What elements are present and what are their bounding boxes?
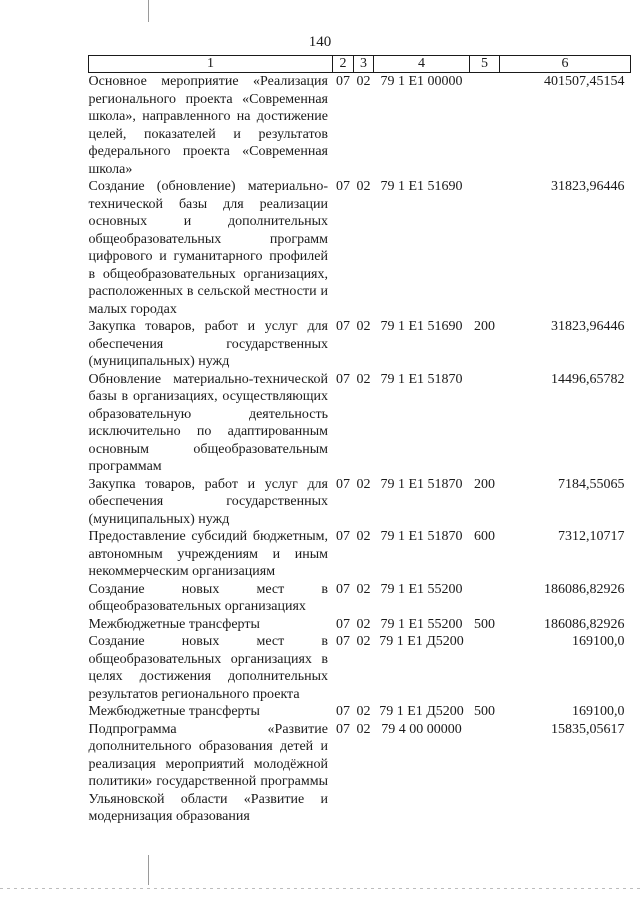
- row-name: Закупка товаров, работ и услуг для обеспечения государственных (муниципальных) нужд: [88, 319, 328, 369]
- table-row: [89, 178, 631, 318]
- table-row: [89, 318, 631, 371]
- row-section: 07: [336, 319, 350, 334]
- row-name: Создание новых мест в общеобразовательных организациях в целях достижения дополнительных результатов регионального проекта: [88, 634, 328, 702]
- row-subsection: 02: [356, 721, 371, 737]
- row-target-article: 79 1 E1 51870: [380, 371, 463, 387]
- row-amount: 169100,0: [572, 704, 625, 719]
- table-row: [89, 616, 631, 634]
- row-amount: 31823,96446: [551, 179, 625, 194]
- row-name: Закупка товаров, работ и услуг для обеспечения государственных (муниципальных) нужд: [88, 476, 328, 527]
- table-row: [89, 721, 631, 826]
- row-target-article: 79 1 E1 Д5200: [379, 634, 464, 649]
- row-target-article: 79 1 E1 55200: [380, 581, 463, 597]
- row-subsection: 02: [356, 704, 371, 719]
- row-subsection: 02: [356, 179, 371, 194]
- row-section: 07: [336, 721, 350, 737]
- row-amount: 169100,0: [572, 634, 625, 649]
- row-target-article: 79 1 E1 51690: [380, 319, 463, 334]
- row-expense-type: 500: [474, 616, 495, 632]
- scan-mark: [148, 855, 149, 885]
- row-amount: 15835,05617: [551, 721, 625, 737]
- header-col-amount: 6: [500, 56, 631, 73]
- budget-table: [88, 55, 631, 826]
- row-target-article: 79 4 00 00000: [381, 721, 462, 737]
- row-section: 07: [336, 616, 350, 632]
- row-target-article: 79 1 E1 51870: [380, 476, 463, 492]
- row-expense-type: [470, 581, 500, 616]
- row-name: Обновление материально-технической базы в организациях, осуществляющих образовательную деятельность исключительно по адаптированным основным общеобразовательным программам: [88, 371, 328, 474]
- row-name: Предоставление субсидий бюджетным, автономным учреждениям и иным некоммерческим организациям: [88, 529, 328, 579]
- row-name: Основное мероприятие «Реализация регионального проекта «Современная школа», направленного на достижение целей, показателей и результатов федерального проекта «Современная школа»: [88, 74, 328, 177]
- table-body: [89, 73, 631, 826]
- row-name: Подпрограмма «Развитие дополнительного образования детей и реализация мероприятий молодёжной политики» государственной программы Ульяновской области «Развитие и модернизация образования: [88, 721, 328, 824]
- row-amount: 14496,65782: [551, 371, 625, 387]
- row-target-article: 79 1 E1 00000: [380, 74, 463, 89]
- row-target-article: 79 1 E1 51690: [380, 179, 463, 194]
- row-expense-type: [470, 633, 500, 703]
- header-row: [89, 56, 631, 73]
- row-section: 07: [336, 581, 350, 597]
- header-col-subsection: 3: [354, 56, 374, 73]
- row-name: Межбюджетные трансферты: [88, 616, 260, 632]
- row-section: 07: [336, 529, 350, 544]
- row-section: 07: [336, 476, 350, 492]
- row-expense-type: 200: [474, 476, 495, 492]
- header-col-target-article: 4: [374, 56, 470, 73]
- row-name: Межбюджетные трансферты: [88, 704, 260, 719]
- row-name: Создание новых мест в общеобразовательных организациях: [88, 581, 328, 614]
- row-subsection: 02: [356, 634, 371, 649]
- row-subsection: 02: [356, 529, 371, 544]
- row-target-article: 79 1 E1 Д5200: [379, 704, 464, 719]
- row-expense-type: 200: [474, 319, 495, 334]
- row-target-article: 79 1 E1 55200: [380, 616, 463, 632]
- table-row: [89, 703, 631, 721]
- row-expense-type: [470, 73, 500, 179]
- row-amount: 186086,82926: [544, 616, 625, 632]
- row-section: 07: [336, 371, 350, 387]
- table-row: [89, 581, 631, 616]
- row-amount: 31823,96446: [551, 319, 625, 334]
- table-row: [89, 528, 631, 581]
- row-section: 07: [336, 704, 350, 719]
- row-expense-type: [470, 178, 500, 318]
- row-subsection: 02: [356, 319, 371, 334]
- row-amount: 7184,55065: [558, 476, 625, 492]
- row-amount: 7312,10717: [558, 529, 625, 544]
- row-name: Создание (обновление) материально-технической базы для реализации основных и дополнительных общеобразовательных программ цифрового и гуманитарного профилей в общеобразовательных организациях, расположенных в сельской местности и малых городах: [88, 179, 328, 317]
- table-row: [89, 633, 631, 703]
- row-subsection: 02: [356, 476, 371, 492]
- row-amount: 186086,82926: [544, 581, 625, 597]
- row-expense-type: 600: [474, 529, 495, 544]
- row-section: 07: [336, 179, 350, 194]
- row-expense-type: [470, 721, 500, 826]
- table-row: [89, 73, 631, 179]
- row-expense-type: 500: [474, 704, 495, 719]
- scan-mark: [148, 0, 149, 22]
- row-subsection: 02: [356, 581, 371, 597]
- row-section: 07: [336, 634, 350, 649]
- table-header: [89, 56, 631, 73]
- table-row: [89, 371, 631, 476]
- header-col-name: 1: [89, 56, 333, 73]
- scan-edge-line: [0, 888, 640, 889]
- row-target-article: 79 1 E1 51870: [380, 529, 463, 544]
- row-subsection: 02: [356, 371, 371, 387]
- header-col-expense-type: 5: [470, 56, 500, 73]
- row-section: 07: [336, 74, 350, 89]
- table-row: [89, 476, 631, 529]
- row-subsection: 02: [356, 616, 371, 632]
- row-subsection: 02: [356, 74, 371, 89]
- page-number: 140: [308, 34, 332, 50]
- row-expense-type: [470, 371, 500, 476]
- row-amount: 401507,45154: [544, 74, 625, 89]
- header-col-section: 2: [333, 56, 354, 73]
